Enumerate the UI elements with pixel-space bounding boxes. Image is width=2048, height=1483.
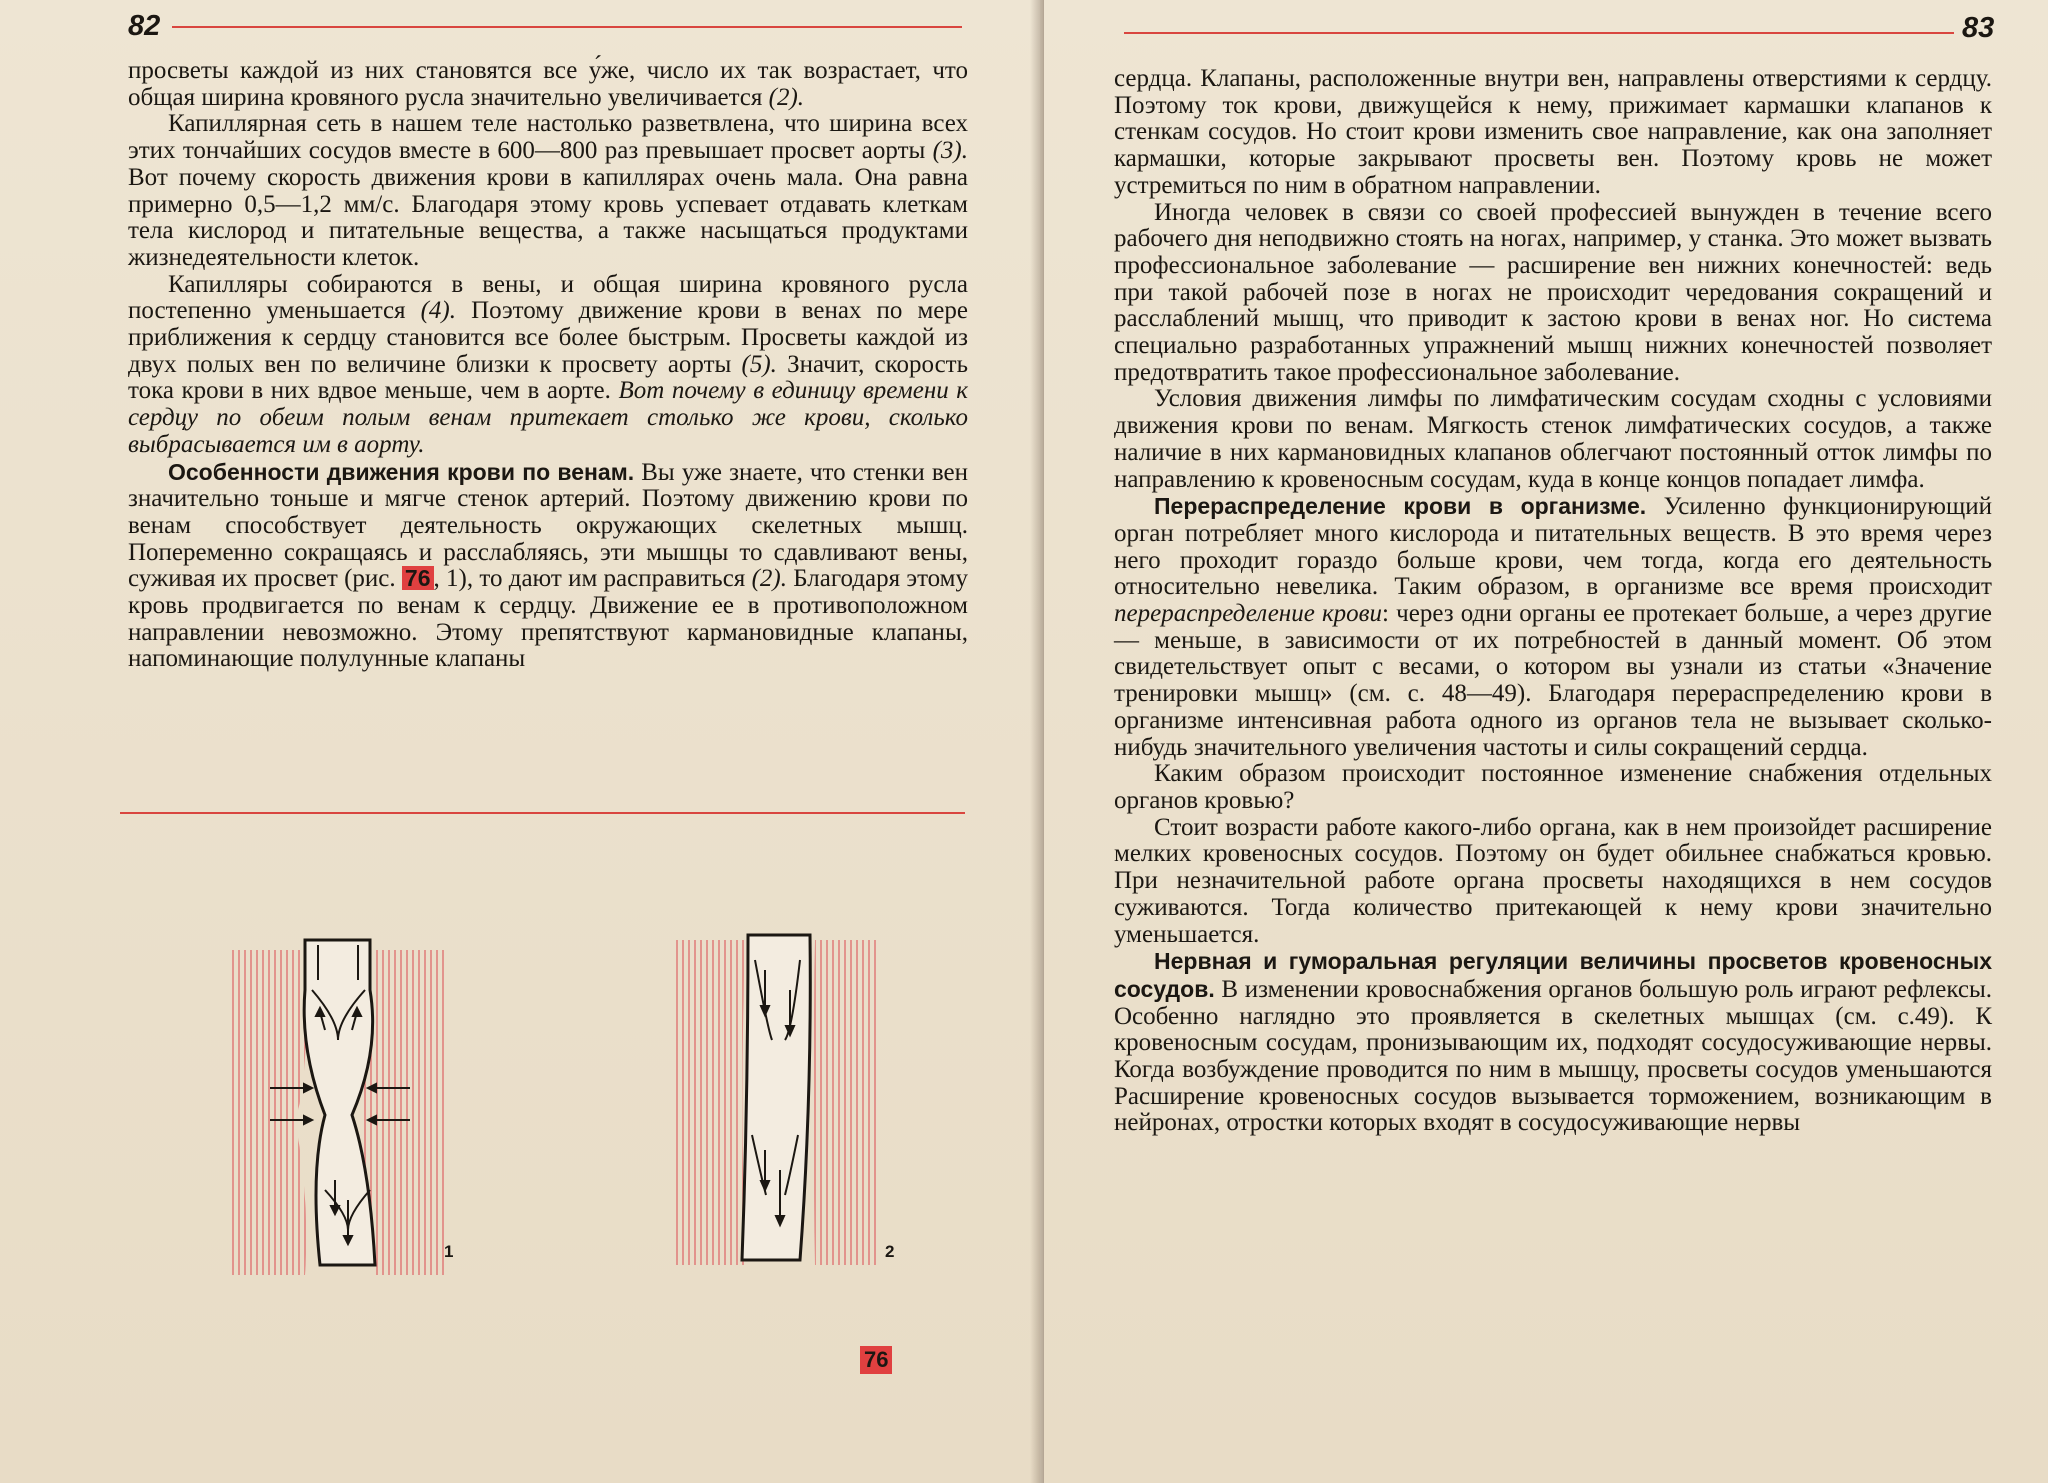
right-page (1044, 0, 2048, 1483)
left-paragraph-4: Особенности движения крови по венам. Вы уже знаете, что стенки вен значительно тоньше и мягче стенок артерий. Поэтому движению крови по венам способствует деятельность окружающих скелетных мышц. Попеременно сокращаясь и расслабляясь, эти мышцы то сдавливают вены, суживая их просвет (рис. 76 , 1), то дают им расправиться (2). Благодаря этому кровь продвигается по венам к сердцу. Движение ее в противоположном направлении невозможно. Этому препятствуют кармановидные клапаны, напоминающие полулунные клапаны (128, 458, 969, 673)
right-page-number: 83 (1962, 12, 1995, 44)
right-paragraph-4: Перераспределение крови в организме. Усиленно функционирующий орган потребляет много кислорода и питательных веществ. В это время через него проходит гораздо больше крови, чем тогда, когда его деятельность относительно невелика. Таким образом, в организме все время происходит перераспределение крови: через одни органы ее протекает больше, а через другие — меньше, в зависимости от их потребностей в данный момент. Об этом свидетельствует опыт с весами, о котором вы узнали из статьи «Значение тренировки мышц» (см. с. 48—49). Благодаря перераспределению крови в организме интенсивная работа одного из органов тела не вызывает сколько-нибудь значительного увеличения частоты и силы сокращений сердца. (1114, 493, 1992, 761)
left-body-text (128, 58, 968, 673)
figure-number-badge: 76 (860, 1346, 892, 1374)
figure-ref-badge[interactable]: 76 (402, 566, 434, 590)
right-paragraph-3: Условия движения лимфы по лимфатическим сосудам сходны с условиями движения крови по венам. Мягкость стенок лимфатических сосудов, а также наличие в них кармановидных клапанов облегчают постоянный отток лимфы по направлению к кровеносным сосудам, куда в конце концов попадает лимфа. (1114, 385, 1992, 493)
right-paragraph-6: Стоит возрасти работе какого-либо органа, как в нем произойдет расширение мелких кровеносных сосудов. Поэтому он будет обильнее снабжаться кровью. При незначительной работе органа просветы находящихся в нем сосудов суживаются. Тогда количество притекающей к нему крови значительно уменьшается. (1114, 813, 1992, 948)
left-page-number: 82 (128, 10, 161, 42)
right-paragraph-2: Иногда человек в связи со своей профессией вынужден в течение всего рабочего дня неподвижно стоять на ногах, например, у станка. Это может вызвать профессиональное заболевание — расширение вен нижних конечностей: ведь при такой рабочей позе в ногах не происходит чередования сокращений и расслаблений мышц, что приводит к застою крови в венах ног. Но система специально разработанных упражнений мышц нижних конечностей позволяет предотвратить такое профессиональное заболевание. (1114, 198, 1992, 386)
left-header-rule (172, 26, 962, 28)
section-heading-regulation: Нервная и гуморальная регуляции величины просветов кровеносных сосудов. (1114, 948, 1992, 1002)
right-body-text (1114, 66, 1992, 1137)
vein-figure (200, 920, 920, 1280)
right-paragraph-5: Каким образом происходит постоянное изменение снабжения отдельных органов кровью? (1114, 760, 1992, 814)
figure-label-2: 2 (885, 1242, 895, 1261)
right-paragraph-7: Нервная и гуморальная регуляции величины просветов кровеносных сосудов. В изменении кровоснабжения органов большую роль играют рефлексы. Особенно наглядно это проявляется в скелетных мышцах (см. с.49). К кровеносным сосудам, пронизывающим их, подходят сосудосуживающие нервы. Когда возбуждение проводится по ним в мышцу, просветы сосудов уменьшаются Расширение кровеносных сосудов вызывается торможением, возникающим в нейронах, отростки которых входят в сосудосуживающие нервы (1114, 948, 1993, 1137)
right-paragraph-1: сердца. Клапаны, расположенные внутри вен, направлены отверстиями к сердцу. Поэтому ток крови, движущейся к нему, прижимает кармашки клапанов к стенкам сосудов. Но стоит крови изменить свое направление, как она заполняет кармашки, которые закрывают просветы вен. Поэтому кровь не может устремиться по ним в обратном направлении. (1114, 65, 1992, 199)
figure-label-1: 1 (444, 1242, 454, 1261)
vein-wall-2 (742, 935, 810, 1260)
figure-top-rule (120, 812, 965, 814)
muscle-left-2 (675, 940, 745, 1265)
section-heading-veins: Особенности движения крови по венам. (168, 458, 635, 485)
right-header (1044, 10, 2048, 50)
section-heading-redistribution: Перераспределение крови в организме. (1154, 493, 1647, 520)
left-paragraph-1: просветы каждой из них становятся все у́же, число их так возрастает, что общая ширина кровяного русла значительно увеличивается (2). (128, 57, 968, 111)
figure-2-relaxed-vein (675, 935, 880, 1265)
left-paragraph-3: Капилляры собираются в вены, и общая ширина кровяного русла постепенно уменьшается (4). Поэтому движение крови в венах по мере приближения к сердцу становится все более быстрым. Просветы каждой из двух полых вен по величине близки к просвету аорты (5). Значит, скорость тока крови в них вдвое меньше, чем в аорте. Вот почему в единицу времени к сердцу по обеим полым венам притекает столько же крови, сколько выбрасывается им в аорту. (128, 270, 969, 458)
right-header-rule (1124, 32, 1954, 34)
figure-1-compressed-vein (230, 940, 445, 1275)
left-paragraph-2: Капиллярная сеть в нашем теле настолько разветвлена, что ширина всех этих тончайших сосудов вместе в 600—800 раз превышает просвет аорты (3). Вот почему скорость движения крови в капиллярах очень мала. Она равна примерно 0,5—1,2 мм/с. Благодаря этому кровь успевает отдавать клеткам тела кислород и питательные вещества, а также насыщаться продуктами жизнедеятельности клеток. (128, 110, 969, 271)
muscle-left-1 (230, 950, 306, 1275)
left-header (0, 10, 1040, 50)
muscle-right-2 (814, 940, 881, 1265)
